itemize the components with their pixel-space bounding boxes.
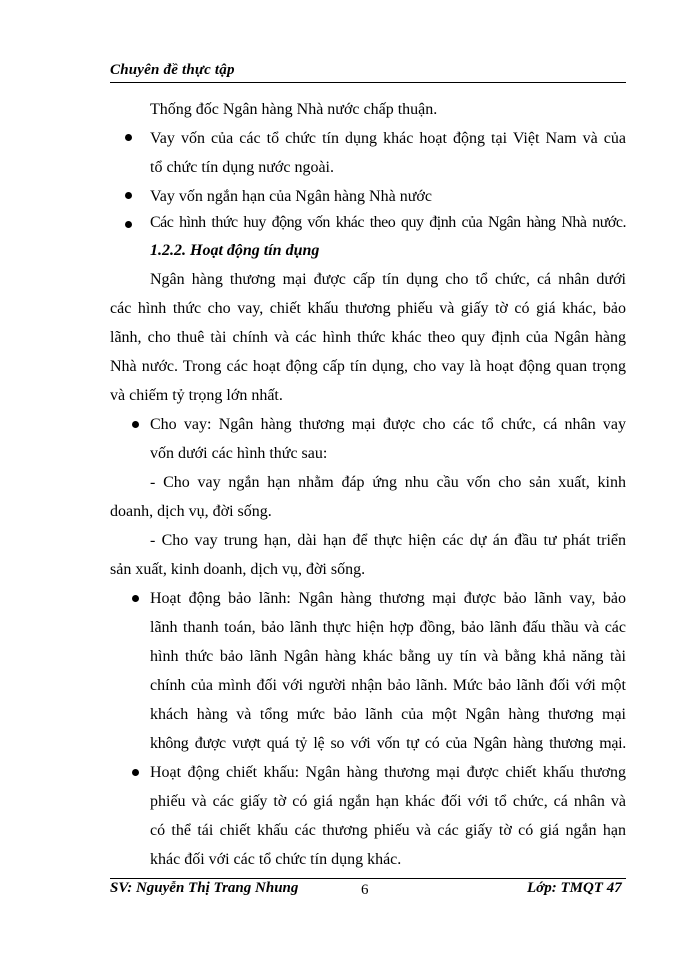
bullet-icon (132, 595, 139, 602)
text-line: doanh, dịch vụ, đời sống. (110, 503, 272, 520)
text-line: tổ chức tín dụng nước ngoài. (150, 159, 334, 176)
bullet-icon (125, 221, 132, 228)
text-line: sản xuất, kinh doanh, dịch vụ, đời sống. (110, 561, 366, 578)
text-line: Cho vay: Ngân hàng thương mại được cho các tổ chức, cá nhân vay (150, 416, 626, 433)
bullet-icon (132, 769, 139, 776)
footer-student-name: SV: Nguyễn Thị Trang Nhung (110, 880, 299, 896)
bullet-icon (132, 421, 139, 428)
text-line: phiếu và các giấy tờ có giá ngắn hạn khác đối với tổ chức, cá nhân và (150, 793, 626, 810)
text-line: Hoạt động chiết khấu: Ngân hàng thương mại được chiết khấu thương (150, 764, 626, 781)
page-number: 6 (361, 882, 369, 898)
text-line: Thống đốc Ngân hàng Nhà nước chấp thuận. (150, 101, 438, 118)
text-line: Nhà nước. Trong các hoạt động cấp tín dụng, cho vay là hoạt động quan trọng (110, 358, 626, 375)
text-line: lãnh thanh toán, bảo lãnh thực hiện hợp đồng, bảo lãnh đấu thầu và các (150, 619, 626, 636)
text-line: có thể tái chiết khấu các thương phiếu và các giấy tờ có giá ngắn hạn (150, 822, 626, 839)
section-heading: 1.2.2. Hoạt động tín dụng (150, 242, 320, 259)
text-line: vốn dưới các hình thức sau: (150, 445, 328, 462)
text-line: - Cho vay trung hạn, dài hạn để thực hiện các dự án đầu tư phát triển (150, 532, 626, 549)
text-line: Vay vốn của các tổ chức tín dụng khác hoạt động tại Việt Nam và của (150, 130, 626, 147)
bullet-icon (125, 192, 132, 199)
text-line: Vay vốn ngắn hạn của Ngân hàng Nhà nước (150, 188, 432, 205)
text-line: khách hàng và tổng mức bảo lãnh của một Ngân hàng thương mại (150, 706, 626, 723)
text-line: không được vượt quá tỷ lệ so với vốn tự có của Ngân hàng thương mại. (150, 735, 626, 752)
footer-rule (110, 878, 626, 879)
bullet-icon (125, 134, 132, 141)
text-line: - Cho vay ngắn hạn nhằm đáp ứng nhu cầu vốn cho sản xuất, kinh (150, 474, 626, 491)
header-rule (110, 82, 626, 83)
text-line: Các hình thức huy động vốn khác theo quy định của Ngân hàng Nhà nước. (150, 214, 626, 231)
text-line: Hoạt động bảo lãnh: Ngân hàng thương mại được bảo lãnh vay, bảo (150, 590, 626, 607)
text-line: chính của mình đối với người nhận bảo lãnh. Mức bảo lãnh đối với một (150, 677, 626, 694)
header-title: Chuyên đề thực tập (110, 62, 235, 78)
footer-class: Lớp: TMQT 47 (527, 880, 622, 896)
text-line: hình thức bảo lãnh Ngân hàng khác bằng uy tín và bằng khả năng tài (150, 648, 626, 665)
text-line: các hình thức cho vay, chiết khấu thương phiếu và giấy tờ có giá khác, bảo (110, 300, 626, 317)
text-line: lãnh, cho thuê tài chính và các hình thức khác theo quy định của Ngân hàng (110, 329, 626, 346)
text-line: và chiếm tỷ trọng lớn nhất. (110, 387, 283, 404)
text-line: Ngân hàng thương mại được cấp tín dụng cho tổ chức, cá nhân dưới (150, 271, 626, 288)
text-line: khác đối với các tổ chức tín dụng khác. (150, 851, 402, 868)
